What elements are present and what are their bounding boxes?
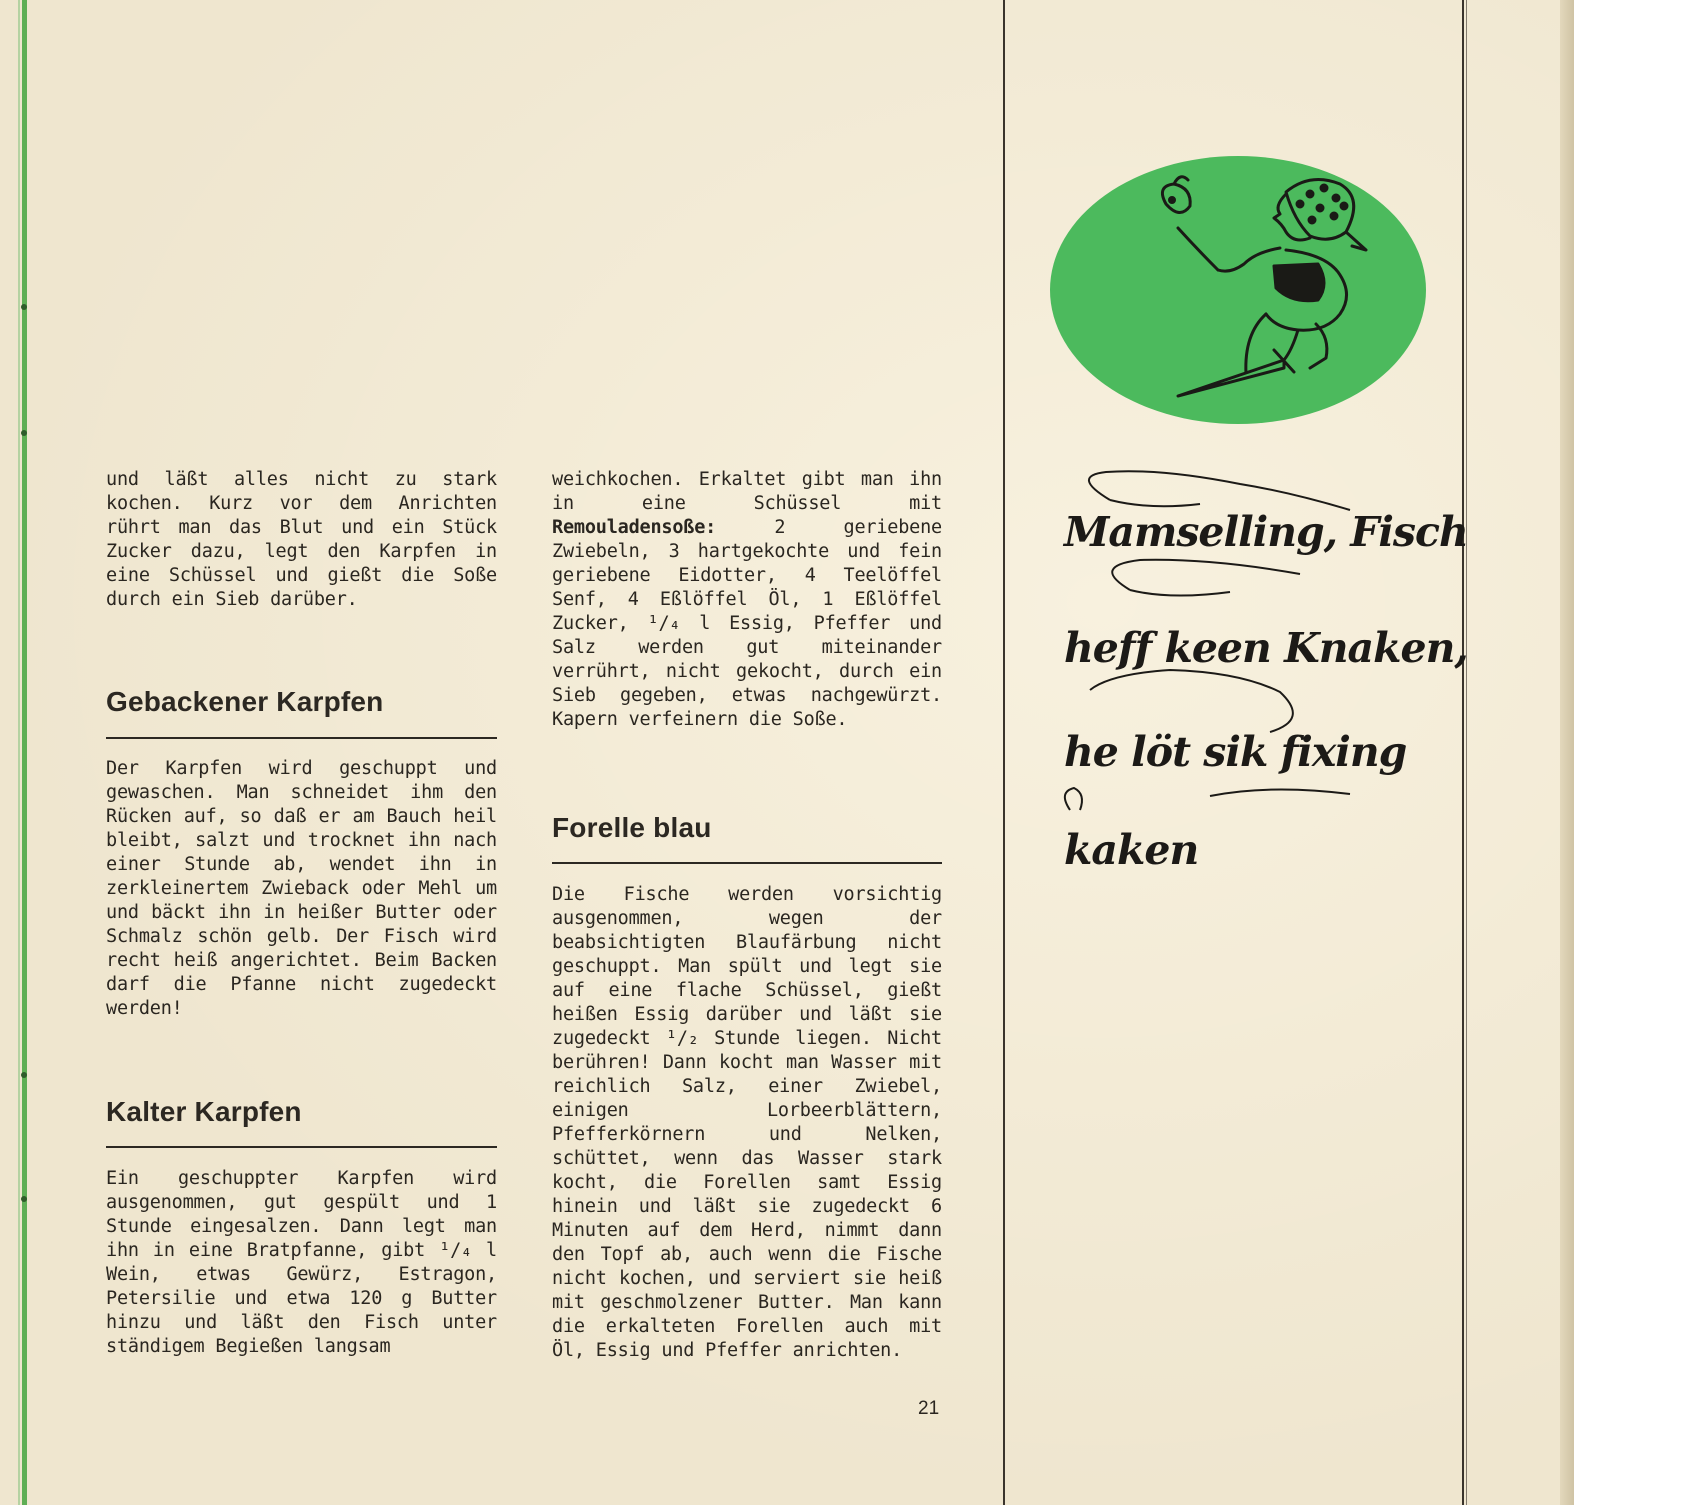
- verse-line-2: heff keen Knaken,: [1064, 624, 1468, 672]
- page-number: 21: [918, 1398, 940, 1419]
- heading-rule: [106, 737, 497, 739]
- verse-line-4: kaken: [1064, 826, 1199, 874]
- stitch-mark: [21, 1196, 27, 1202]
- recipe-gebackener-karpfen: [106, 757, 497, 1021]
- intro-text: und läßt alles nicht zu stark kochen. Kurz vor dem Anrichten rührt man das Blut und ein Stück Zucker dazu, legt den Karpfen in eine Schüssel und gießt die Soße durch ein Sieb darüber.: [106, 469, 497, 610]
- recipe-forelle-blau: [552, 883, 942, 1363]
- recipe-text: Die Fische werden vorsichtig ausgenommen, wegen der beabsichtigten Blaufärbung nicht geschuppt. Man spült und legt sie auf eine flache Schüssel, gießt heißen Essig darüber und läßt sie zugedeckt ¹/₂ Stunde liegen. Nicht berühren! Dann kocht man Wasser mit reichlich Salz, einer Zwiebel, einigen Lorbeerblättern, Pfefferkörnern und Nelken, schüttet, wenn das Wasser stark kocht, die Forellen samt Essig hinein und läßt sie zugedeckt 6 Minuten auf dem Herd, nimmt dann den Topf ab, auch wenn die Fische nicht kochen, und serviert sie heiß mit geschmolzener Butter. Man kann die erkalteten Forellen auch mit Öl, Essig und Pfeffer anrichten.: [552, 884, 942, 1361]
- verse-line-1: Mamselling, Fisch: [1064, 508, 1468, 556]
- recipe-kalter-karpfen: [106, 1167, 497, 1359]
- recipe-text: Der Karpfen wird geschuppt und gewaschen. Man schneidet ihm den Rücken auf, so daß er am Bauch heil bleibt, salzt und trocknet ihn nach einer Stunde ab, wendet ihn in zerkleinertem Zwieback oder Mehl um und bäckt ihn in heißer Butter oder Schmalz schön gelb. Der Fisch wird recht heiß angerichtet. Beim Backen darf die Pfanne nicht zugedeckt werden!: [106, 758, 497, 1019]
- remoulade-text: [552, 468, 942, 732]
- recipe-text: Ein geschuppter Karpfen wird ausgenommen, gut gespült und 1 Stunde eingesalzen. Dann legt man ihn in eine Bratpfanne, gibt ¹/₄ l Wein, etwas Gewürz, Estragon, Petersilie und etwa 120 g Butter hinzu und läßt den Fisch unter ständigem Begießen langsam: [106, 1168, 497, 1357]
- green-oval: [1050, 156, 1426, 424]
- heading-gebackener-karpfen: Gebackener Karpfen: [106, 686, 384, 717]
- scan-background: [1574, 0, 1700, 1505]
- remoulade-paragraph: [552, 468, 942, 732]
- intro-paragraph: [106, 468, 497, 612]
- binding-edge: [22, 0, 27, 1505]
- remoulade-bold-term: Remouladensoße:: [552, 517, 717, 538]
- remoulade-text-part: 2 geriebene Zwiebeln, 3 hartgekochte und fein geriebene Eidotter, 4 Teelöffel Senf, 4 Eßlöffel Öl, 1 Eßlöffel Zucker, ¹/₄ l Essig, Pfeffer und Salz werden gut miteinander verrührt, nicht gekocht, durch ein Sieb gegeben, etwas nachgewürzt. Kapern verfeinern die Soße.: [552, 517, 942, 730]
- stitch-mark: [21, 430, 27, 436]
- page-edge-shadow: [1560, 0, 1574, 1505]
- stitch-mark: [21, 304, 27, 310]
- panel-border-right: [1462, 0, 1464, 1505]
- binding-edge-light: [18, 0, 20, 1505]
- panel-border-right-inner: [1466, 0, 1467, 1505]
- verse-line-3: he löt sik fixing: [1064, 728, 1407, 776]
- heading-rule: [106, 1146, 497, 1148]
- heading-rule: [552, 862, 942, 864]
- panel-border-left: [1003, 0, 1005, 1505]
- remoulade-text-part: weichkochen. Erkaltet gibt man ihn in eine Schüssel mit: [552, 469, 942, 514]
- heading-forelle-blau: Forelle blau: [552, 812, 712, 843]
- woman-with-fish-and-knife-illustration: [1048, 154, 1428, 426]
- stitch-mark: [21, 1072, 27, 1078]
- heading-kalter-karpfen: Kalter Karpfen: [106, 1096, 302, 1127]
